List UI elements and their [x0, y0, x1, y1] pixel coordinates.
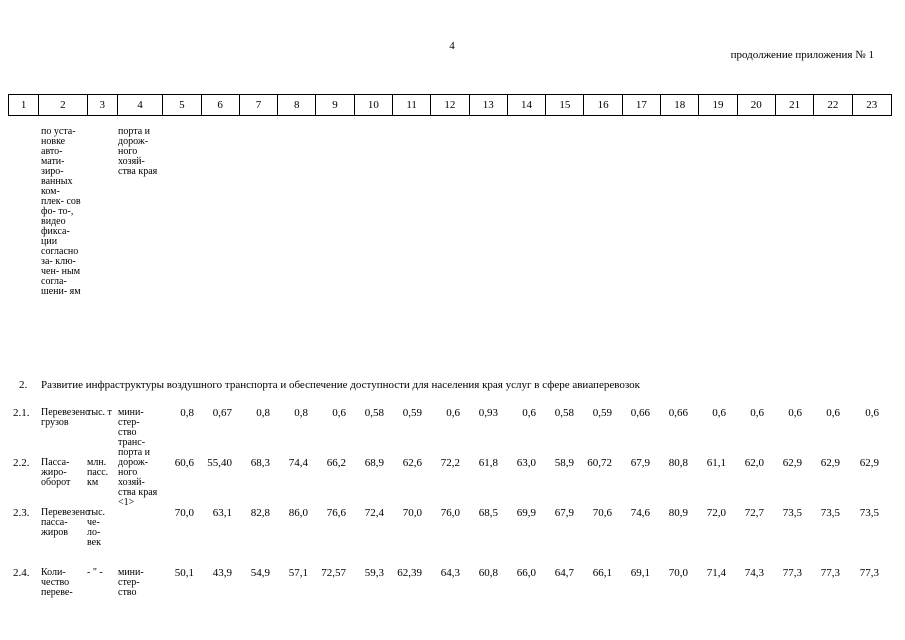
value-cell: 67,9: [554, 507, 574, 519]
value-cell: 72,7: [744, 507, 764, 519]
value-cell: 70,0: [402, 507, 422, 519]
value-cell: 76,0: [440, 507, 460, 519]
value-cell: 70,6: [592, 507, 612, 519]
value-cell: 0,66: [630, 407, 650, 419]
row-executor: мини- стер- ство: [118, 567, 144, 598]
value-cell: 0,6: [826, 407, 840, 419]
row-number: 2.3.: [13, 507, 30, 519]
value-cell: 72,4: [364, 507, 384, 519]
column-header-8: 8: [278, 95, 316, 116]
value-cell: 0,6: [750, 407, 764, 419]
value-cell: 62,9: [859, 457, 879, 469]
column-header-7: 7: [239, 95, 277, 116]
value-cell: 77,3: [859, 567, 879, 579]
continuation-label: продолжение приложения № 1: [730, 49, 874, 61]
value-cell: 72,0: [706, 507, 726, 519]
column-header-17: 17: [622, 95, 660, 116]
column-header-11: 11: [392, 95, 430, 116]
row-number: 2.2.: [13, 457, 30, 469]
column-header-5: 5: [163, 95, 201, 116]
value-cell: 50,1: [174, 567, 194, 579]
value-cell: 0,59: [592, 407, 612, 419]
value-cell: 0,6: [332, 407, 346, 419]
column-header-19: 19: [699, 95, 737, 116]
value-cell: 60,72: [587, 457, 612, 469]
value-cell: 70,0: [174, 507, 194, 519]
value-cell: 0,58: [364, 407, 384, 419]
value-cell: 62,9: [782, 457, 802, 469]
column-header-23: 23: [852, 95, 891, 116]
value-cell: 68,3: [250, 457, 270, 469]
page-number: 4: [449, 40, 455, 52]
value-cell: 54,9: [250, 567, 270, 579]
value-cell: 80,8: [668, 457, 688, 469]
value-cell: 60,6: [174, 457, 194, 469]
value-cell: 64,7: [554, 567, 574, 579]
value-cell: 55,40: [207, 457, 232, 469]
continued-name-cell: по уста- новке авто- мати- зиро- ванных ком- плек- сов фо- то-, видео фикса- ции согласно за- клю- чен- ным согла- шени- ям: [41, 126, 81, 297]
column-header-16: 16: [584, 95, 622, 116]
value-cell: 68,9: [364, 457, 384, 469]
value-cell: 74,4: [288, 457, 308, 469]
value-cell: 62,39: [397, 567, 422, 579]
column-header-6: 6: [201, 95, 239, 116]
value-cell: 43,9: [212, 567, 232, 579]
section-title: Развитие инфраструктуры воздушного транспорта и обеспечение доступности для населения края услуг в сфере авиаперевозок: [41, 379, 640, 391]
row-name: Пасса- жиро- оборот: [41, 457, 71, 488]
value-cell: 69,9: [516, 507, 536, 519]
column-header-1: 1: [9, 95, 39, 116]
value-cell: 66,1: [592, 567, 612, 579]
value-cell: 82,8: [250, 507, 270, 519]
value-cell: 0,8: [294, 407, 308, 419]
value-cell: 76,6: [326, 507, 346, 519]
value-cell: 63,1: [212, 507, 232, 519]
value-cell: 0,6: [446, 407, 460, 419]
value-cell: 86,0: [288, 507, 308, 519]
row-unit: тыс. че- ло- век: [87, 507, 106, 548]
row-name: Перевезено пасса- жиров: [41, 507, 91, 538]
row-name: Перевезено грузов: [41, 407, 91, 428]
column-header-10: 10: [354, 95, 392, 116]
row-executor: мини- стер- ство транс- порта и дорож- ного хозяй- ства края <1>: [118, 407, 158, 508]
value-cell: 0,58: [554, 407, 574, 419]
column-header-row: [9, 95, 892, 116]
value-cell: 0,67: [212, 407, 232, 419]
value-cell: 61,8: [478, 457, 498, 469]
value-cell: 66,2: [326, 457, 346, 469]
value-cell: 67,9: [630, 457, 650, 469]
value-cell: 0,66: [668, 407, 688, 419]
value-cell: 0,6: [522, 407, 536, 419]
column-header-table: [8, 94, 892, 116]
value-cell: 72,57: [321, 567, 346, 579]
value-cell: 57,1: [288, 567, 308, 579]
column-header-21: 21: [775, 95, 813, 116]
continued-executor-cell: порта и дорож- ного хозяй- ства края: [118, 126, 158, 177]
value-cell: 66,0: [516, 567, 536, 579]
column-header-13: 13: [469, 95, 507, 116]
value-cell: 73,5: [820, 507, 840, 519]
column-header-18: 18: [661, 95, 699, 116]
column-header-4: 4: [117, 95, 162, 116]
value-cell: 0,6: [865, 407, 879, 419]
value-cell: 73,5: [782, 507, 802, 519]
value-cell: 74,3: [744, 567, 764, 579]
value-cell: 61,1: [706, 457, 726, 469]
value-cell: 71,4: [706, 567, 726, 579]
value-cell: 0,6: [788, 407, 802, 419]
value-cell: 72,2: [440, 457, 460, 469]
value-cell: 0,59: [402, 407, 422, 419]
value-cell: 62,9: [820, 457, 840, 469]
row-name: Коли- чество переве-: [41, 567, 73, 598]
value-cell: 62,6: [402, 457, 422, 469]
column-header-14: 14: [507, 95, 545, 116]
value-cell: 59,3: [364, 567, 384, 579]
row-number: 2.4.: [13, 567, 30, 579]
column-header-9: 9: [316, 95, 354, 116]
row-unit: млн. пасс. км: [87, 457, 109, 488]
value-cell: 63,0: [516, 457, 536, 469]
column-header-22: 22: [814, 95, 852, 116]
value-cell: 74,6: [630, 507, 650, 519]
value-cell: 73,5: [859, 507, 879, 519]
value-cell: 0,6: [712, 407, 726, 419]
value-cell: 77,3: [820, 567, 840, 579]
row-unit: тыс. т: [87, 407, 112, 418]
value-cell: 0,8: [180, 407, 194, 419]
column-header-3: 3: [87, 95, 117, 116]
value-cell: 58,9: [554, 457, 574, 469]
section-number: 2.: [19, 379, 28, 391]
value-cell: 68,5: [478, 507, 498, 519]
value-cell: 80,9: [668, 507, 688, 519]
value-cell: 0,8: [256, 407, 270, 419]
value-cell: 77,3: [782, 567, 802, 579]
value-cell: 70,0: [668, 567, 688, 579]
value-cell: 64,3: [440, 567, 460, 579]
row-unit: - " -: [87, 567, 103, 578]
column-header-15: 15: [546, 95, 584, 116]
value-cell: 0,93: [478, 407, 498, 419]
column-header-12: 12: [431, 95, 469, 116]
row-number: 2.1.: [13, 407, 30, 419]
value-cell: 62,0: [744, 457, 764, 469]
value-cell: 69,1: [630, 567, 650, 579]
column-header-2: 2: [39, 95, 87, 116]
value-cell: 60,8: [478, 567, 498, 579]
column-header-20: 20: [737, 95, 775, 116]
